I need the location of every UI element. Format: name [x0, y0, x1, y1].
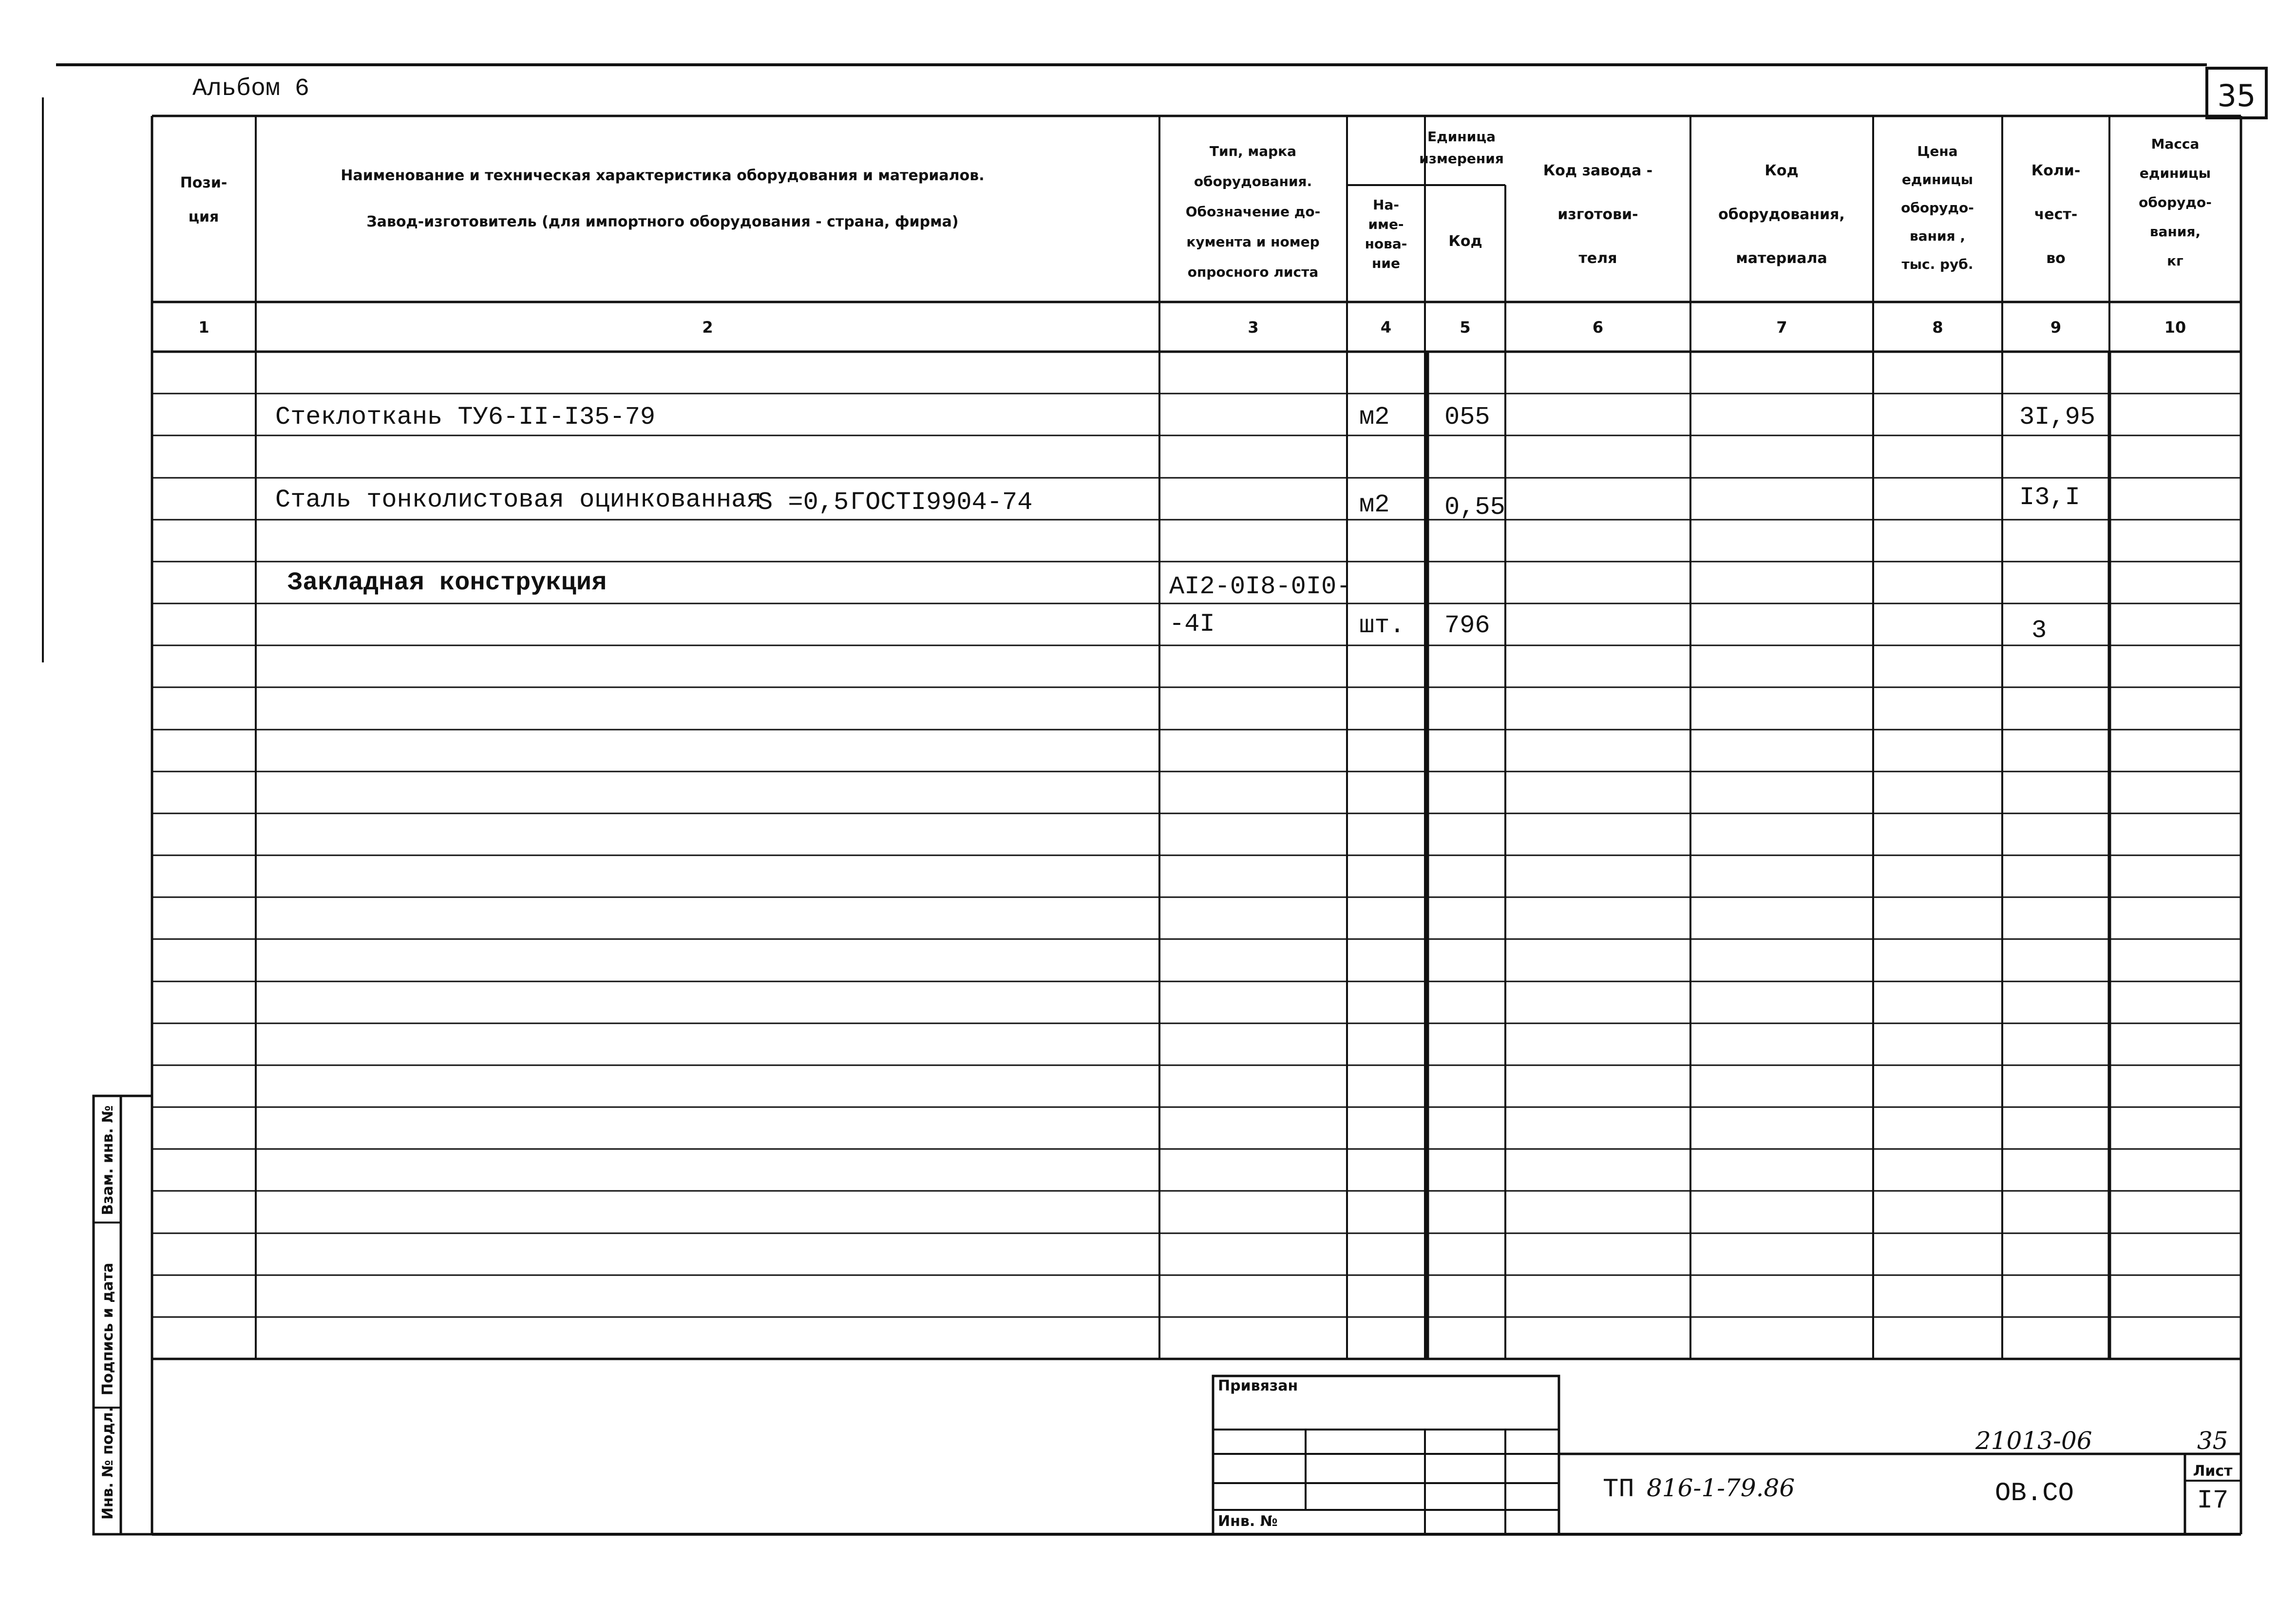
side-stamp-replaced-inv: Взам. инв. № — [99, 1105, 116, 1215]
item-name: Закладная конструкция — [287, 568, 607, 597]
document-prefix: ТП — [1603, 1475, 1634, 1505]
header-c3-line: Тип, марка — [1209, 143, 1297, 159]
item-unit: шт. — [1359, 611, 1405, 640]
column-number: 1 — [198, 318, 209, 337]
header-c1-line: Пози- — [180, 174, 228, 191]
column-number: 8 — [1932, 318, 1943, 337]
header-c4-line: нова- — [1365, 236, 1407, 252]
header-c7-line: Код — [1765, 162, 1799, 179]
header-c10-line: кг — [2167, 253, 2183, 269]
column-number: 2 — [702, 318, 713, 337]
header-unit_group-line: измерения — [1419, 151, 1504, 167]
sheet-label: Лист — [2193, 1463, 2233, 1480]
header-c6-line: Код завода - — [1543, 162, 1653, 179]
header-c10-line: единицы — [2139, 165, 2211, 181]
sheet-number: 35 — [2217, 78, 2256, 113]
header-c10-line: Масса — [2151, 136, 2200, 152]
item-unit-code: 0,55 — [1444, 493, 1505, 522]
row-lines — [152, 394, 2241, 1317]
column-number: 10 — [2164, 318, 2186, 337]
item-name: Стеклоткань ТУ6-II-I35-79 — [275, 403, 656, 432]
header-c7-line: материала — [1736, 250, 1827, 267]
header-c8-line: Цена — [1917, 143, 1958, 159]
row-stal — [275, 483, 2080, 522]
column-numbers — [198, 318, 2186, 337]
row-zakladnaya — [287, 568, 2047, 645]
header-c7-line: оборудования, — [1718, 206, 1845, 223]
item-unit: м2 — [1359, 403, 1390, 432]
item-quantity: 3I,95 — [2019, 403, 2096, 432]
header-c2-line: Завод-изготовитель (для импортного оборудования - страна, фирма) — [366, 213, 959, 230]
item-doc-line1: AI2-0I8-0I0- — [1169, 572, 1352, 601]
table-grid — [56, 65, 2266, 1534]
header-c10-line: вания, — [2149, 224, 2201, 240]
header-c3-line: оборудования. — [1194, 173, 1312, 189]
item-name: Сталь тонколистовая оцинкованная — [275, 486, 762, 514]
header-c8-line: оборудо- — [1901, 200, 1974, 216]
item-doc-line2: -4I — [1169, 610, 1215, 639]
header-unit_group-line: Единица — [1427, 129, 1496, 145]
column-number: 6 — [1592, 318, 1604, 337]
column-number: 3 — [1248, 318, 1259, 337]
document-number: 816-1-79.86 — [1647, 1474, 1795, 1502]
header-c9-line: Коли- — [2031, 162, 2081, 179]
inv-label: Инв. № — [1218, 1513, 1278, 1530]
item-unit: м2 — [1359, 490, 1390, 519]
sheet-value: I7 — [2197, 1486, 2229, 1516]
column-number: 7 — [1776, 318, 1787, 337]
album-label: Альбом 6 — [192, 75, 310, 103]
header-c6-line: теля — [1578, 250, 1617, 267]
header-c4-line: ние — [1372, 255, 1400, 271]
column-number: 9 — [2050, 318, 2062, 337]
header-c6-line: изготови- — [1557, 206, 1638, 223]
item-unit-code: 796 — [1444, 611, 1490, 640]
project-code: 21013-06 — [1975, 1427, 2092, 1455]
item-standard: ГОСТI9904-74 — [850, 488, 1033, 517]
item-thickness: S =0,5 — [758, 488, 849, 517]
header-c3-line: кумента и номер — [1186, 234, 1320, 250]
header-c9-line: чест- — [2034, 206, 2078, 223]
header-c8-line: единицы — [1901, 171, 1973, 188]
column-number: 5 — [1460, 318, 1471, 337]
project-sheet: 35 — [2197, 1427, 2228, 1455]
item-quantity: 3 — [2031, 616, 2047, 645]
header-c2-line: Наименование и техническая характеристика оборудования и материалов. — [341, 167, 985, 184]
item-quantity: I3,I — [2019, 483, 2080, 512]
title-block-frame — [1213, 1376, 2241, 1534]
item-unit-code: 055 — [1444, 403, 1490, 432]
header-c9-line: во — [2046, 250, 2066, 267]
bound-label: Привязан — [1218, 1377, 1298, 1394]
column-number: 4 — [1380, 318, 1392, 337]
side-stamp — [99, 1105, 116, 1520]
side-stamp-signature-date: Подпись и дата — [99, 1262, 116, 1395]
header-c10-line: оборудо- — [2139, 194, 2212, 210]
column-headers — [180, 129, 2212, 280]
header-c8-line: вания , — [1910, 228, 1965, 244]
header-c5-line: Код — [1448, 233, 1482, 250]
header-c3-line: Обозначение до- — [1185, 204, 1321, 220]
header-c4-line: име- — [1368, 216, 1404, 232]
header-c4-line: На- — [1373, 197, 1399, 213]
document-mark: ОВ.СО — [1995, 1479, 2074, 1508]
side-stamp-frame — [43, 97, 152, 1534]
header-c8-line: тыс. руб. — [1901, 256, 1973, 272]
side-stamp-inv-original: Инв. № подл. — [99, 1406, 116, 1520]
header-c3-line: опросного листа — [1187, 264, 1319, 280]
header-c1-line: ция — [188, 208, 219, 226]
row-steklotkan — [275, 403, 2095, 432]
